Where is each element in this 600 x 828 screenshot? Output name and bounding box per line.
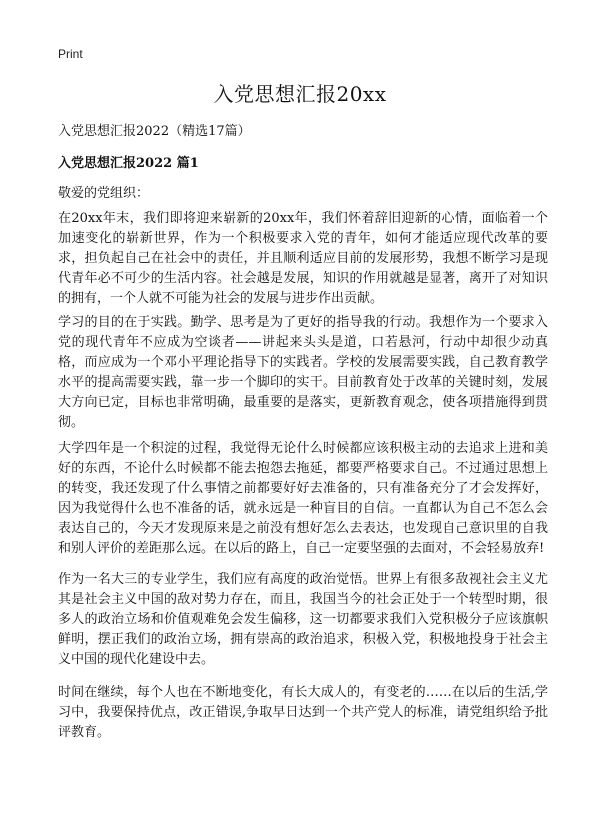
paragraph: 时间在继续，每个人也在不断地变化，有长大成人的，有变老的……在以后的生活,学习中，我要保持优点，改正错误,争取早日达到一个共产党人的标准，请党组织给予批评教育。 (58, 685, 548, 740)
paragraph: 学习的目的在于实践。勤学、思考是为了更好的指导我的行动。我想作为一个要求入党的现代青年不应成为空谈者——讲起来头头是道，口若悬河，行动中却很少动真格，而应成为一个邓小平理论指导下的实践者。学校的发展需要实践，自己教育教学水平的提高需要实践，靠一步一个脚印的实干。目前教育处于改革的关键时刻，发展大方向已定，目标也非常明确，最重要的是落实，更新教育观念，使各项措施得到贯彻。 (58, 315, 548, 430)
document-subtitle: 入党思想汇报2022（精选17篇） (58, 124, 251, 139)
page-title: 入党思想汇报20xx (213, 82, 387, 106)
section-heading: 入党思想汇报2022 篇1 (58, 156, 199, 171)
salutation: 敬爱的党组织： (58, 186, 150, 201)
paragraph: 在20xx年末，我们即将迎来崭新的20xx年，我们怀着辞旧迎新的心情，面临着一个加速变化的崭新世界，作为一个积极要求入党的青年，如何才能适应现代改革的要求，担负起自己在社会中的责任，并且顺利适应目前的发展形势，我想不断学习是现代青年必不可少的生活内容。社会越是发展，知识的作用就越是显著，离开了对知识的拥有，一个人就不可能为社会的发展与进步作出贡献。 (58, 211, 548, 306)
print-label: Print (58, 47, 83, 61)
paragraph: 作为一名大三的专业学生，我们应有高度的政治觉悟。世界上有很多敌视社会主义尤其是社会主义中国的敌对势力存在，而且，我国当今的社会正处于一个转型时期，很多人的政治立场和价值观难免会发生偏移，这一切都要求我们入党积极分子应该旗帜鲜明，摆正我们的政治立场，拥有崇高的政治追求，积极入党，积极地投身于社会主义中国的现代化建设中去。 (58, 572, 548, 667)
paragraph: 大学四年是一个积淀的过程，我觉得无论什么时候都应该积极主动的去追求上进和美好的东西，不论什么时候都不能去抱怨去拖延，都要严格要求自己。不过通过思想上的转变，我还发现了什么事情之前都要好好去准备的，只有准备充分了才会发挥好，因为我觉得什么也不准备的话，就永远是一种盲目的自信。一直都认为自己不怎么会表达自己的，今天才发现原来是之前没有想好怎么去表达，也发现自己意识里的自我和别人评价的差距那么远。在以后的路上，自己一定要坚强的去面对，不会轻易放弃! (58, 441, 548, 556)
